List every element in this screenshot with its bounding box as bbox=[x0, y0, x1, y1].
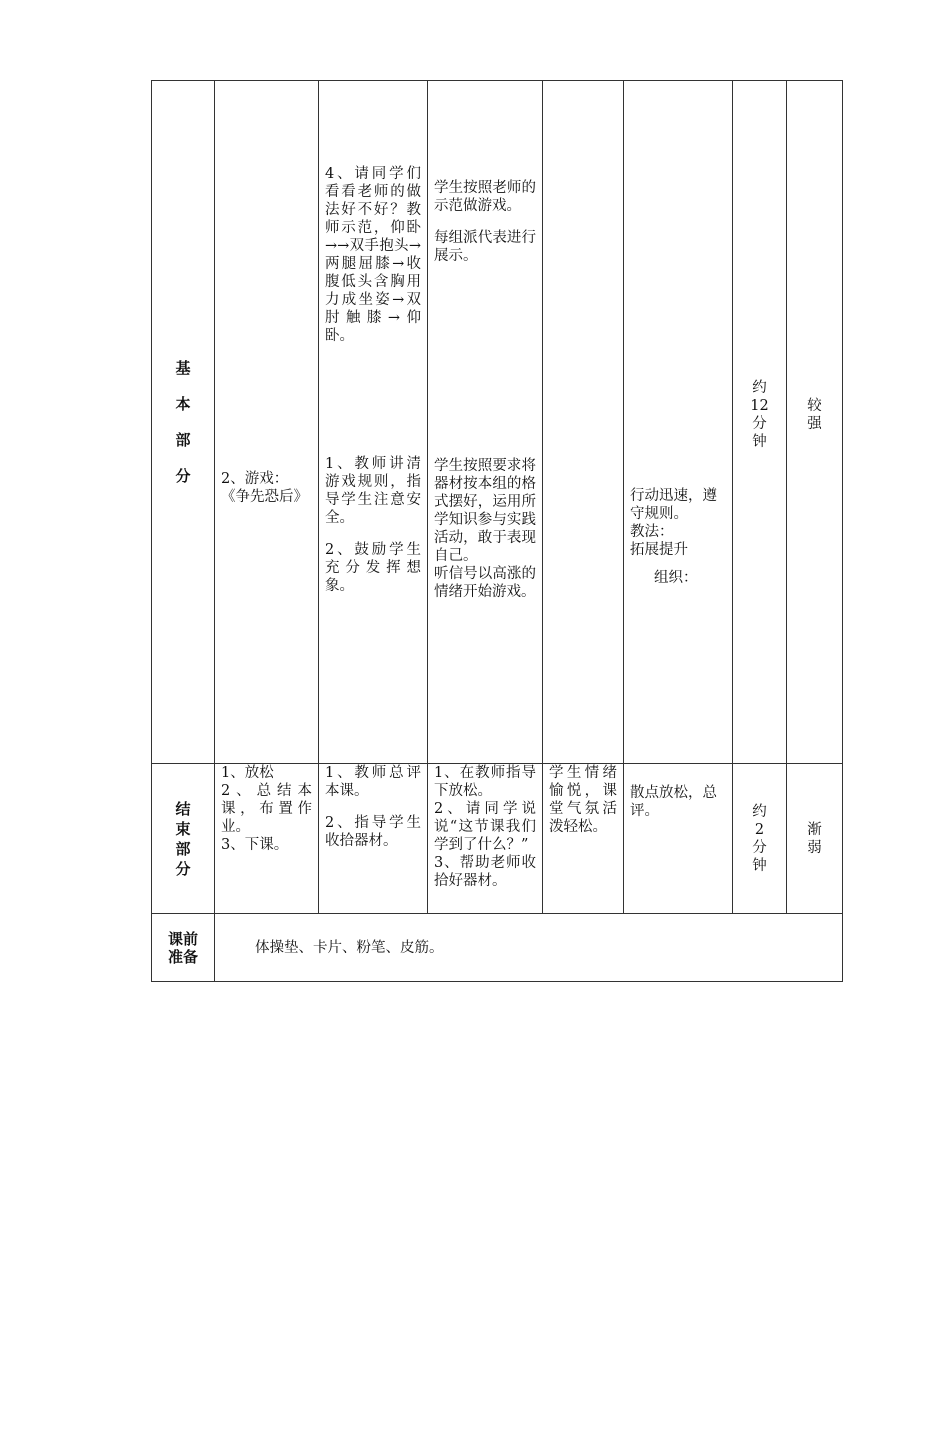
basic-teacher-encourage: 2、鼓励学生充分发挥想象。 bbox=[325, 542, 421, 594]
basic-content: 2、游戏： 《争先恐后》 bbox=[221, 471, 308, 505]
basic-teacher-rules: 1、教师讲清游戏规则，指导学生注意安全。 bbox=[325, 456, 421, 526]
ending-method-cell bbox=[624, 764, 733, 914]
ending-teacher-equipment: 2、指导学生收拾器材。 bbox=[325, 815, 421, 849]
basic-student-cell bbox=[428, 81, 543, 764]
ending-method: 散点放松，总评。 bbox=[630, 785, 717, 819]
basic-student-follow: 学生按照老师的示范做游戏。 bbox=[434, 180, 536, 214]
ending-teacher-review: 1、教师总评本课。 bbox=[325, 765, 421, 799]
prep-content: 体操垫、卡片、粉笔、皮筋。 bbox=[215, 914, 843, 982]
ending-student: 1、在教师指导下放松。 2、请同学说说“这节课我们学到了什么？” 3、帮助老师收拾好器材。 bbox=[434, 765, 536, 889]
ending-goal-cell bbox=[543, 764, 624, 914]
basic-method-rule: 行动迅速，遵守规则。 bbox=[630, 488, 717, 522]
basic-teacher-demo: 4、请同学们看看老师的做法好不好？教师示范，仰卧→→双手抱头→两腿屈膝→收腹低头含胸用力成坐姿→双肘触膝→仰卧。 bbox=[325, 166, 421, 344]
ending-intensity-cell: 渐 弱 bbox=[787, 764, 843, 914]
basic-intensity-cell: 较 强 bbox=[787, 81, 843, 764]
ending-content-cell bbox=[215, 764, 319, 914]
ending-goal: 学生情绪愉悦，课堂气氛活泼轻松。 bbox=[549, 765, 617, 835]
basic-method-organize: 组织： bbox=[654, 570, 698, 586]
basic-time-cell: 约 12 分 钟 bbox=[733, 81, 787, 764]
basic-section-row bbox=[152, 81, 843, 764]
basic-section-label: 基 本 部 分 bbox=[152, 81, 215, 764]
basic-method-extend: 拓展提升 bbox=[630, 542, 688, 558]
ending-content: 1、放松 2、总结本课，布置作业。 3、下课。 bbox=[221, 765, 312, 853]
basic-content-cell bbox=[215, 81, 319, 764]
prep-row bbox=[152, 914, 843, 982]
ending-teacher-cell bbox=[319, 764, 428, 914]
ending-student-cell bbox=[428, 764, 543, 914]
ending-time-cell: 约 2 分 钟 bbox=[733, 764, 787, 914]
ending-section-label: 结 束 部 分 bbox=[152, 764, 215, 914]
basic-teacher-cell bbox=[319, 81, 428, 764]
basic-student-game: 学生按照要求将器材按本组的格式摆好，运用所学知识参与实践活动，敢于表现自己。 听信号以高涨的情绪开始游戏。 bbox=[434, 458, 536, 600]
basic-goal-cell bbox=[543, 81, 624, 764]
basic-student-show: 每组派代表进行展示。 bbox=[434, 230, 536, 264]
ending-section-row bbox=[152, 764, 843, 914]
prep-label: 课前准备 bbox=[152, 914, 215, 982]
basic-method-cell bbox=[624, 81, 733, 764]
basic-method-teach: 教法： bbox=[630, 524, 674, 540]
lesson-plan-table bbox=[151, 80, 843, 982]
